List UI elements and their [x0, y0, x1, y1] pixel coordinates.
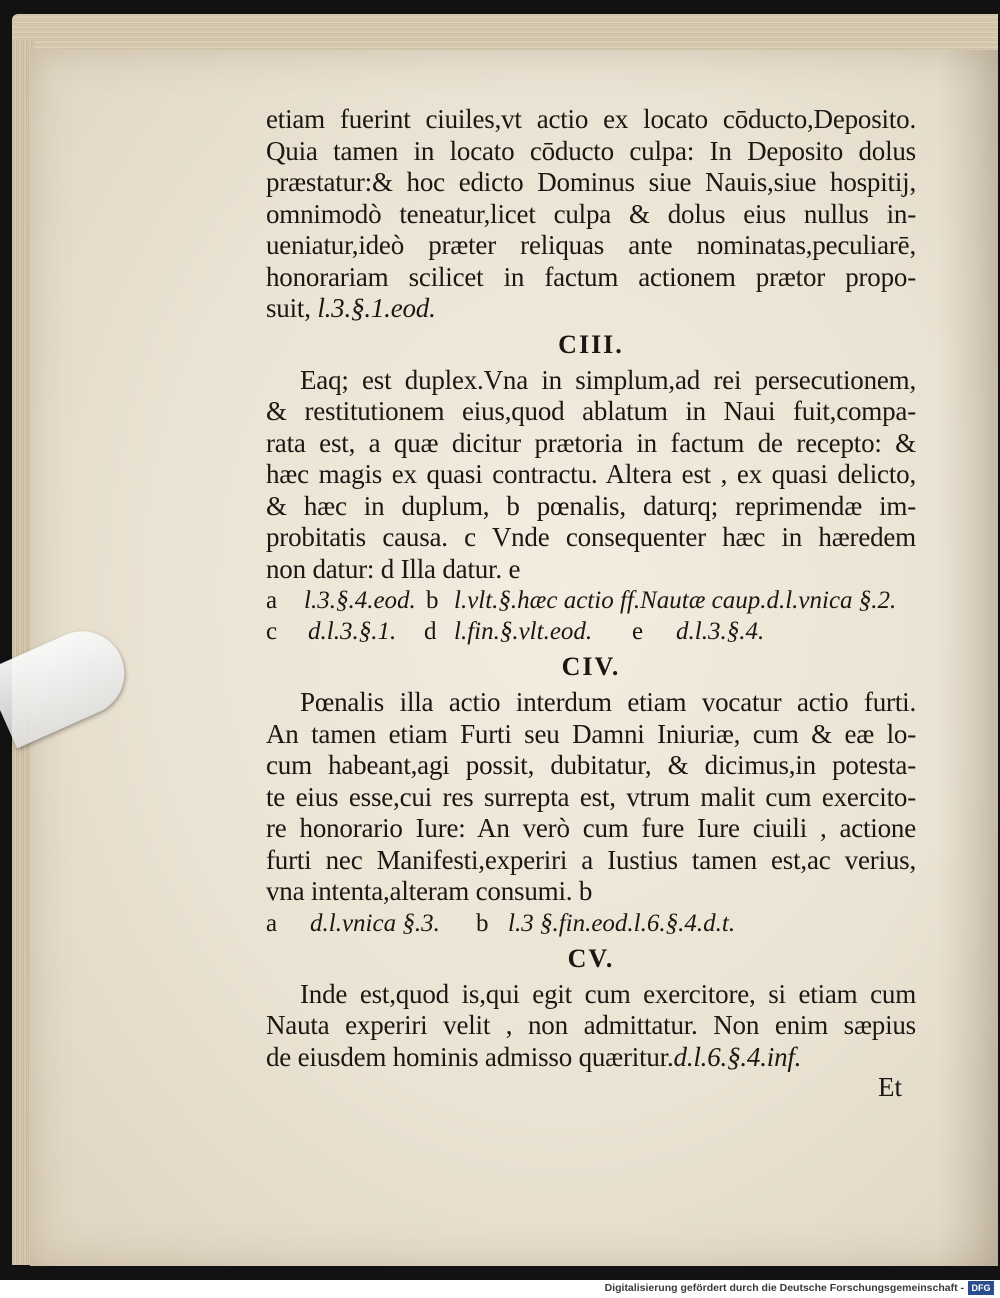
text-line: etiam fuerint ciuiles,vt actio ex locato cōducto,Deposito.: [266, 104, 916, 134]
footnote-mark: a: [266, 909, 278, 937]
footnote-mark: d: [424, 618, 437, 645]
section-heading-ciii: CIII.: [558, 329, 624, 359]
text-line: non datur: d Illa datur. e: [266, 553, 521, 584]
paragraph-cv: [266, 979, 916, 1074]
paragraph-continuation: [266, 104, 916, 325]
footnote-line: [266, 616, 916, 647]
catchword: Et: [878, 1072, 902, 1102]
footnote-citation: d.l.vnica §.3.: [310, 909, 440, 937]
text-line: Inde est,quod is,qui egit cum exercitore, si etiam cum: [300, 978, 916, 1009]
footnote-mark: c: [266, 618, 278, 645]
footnote-line: [266, 908, 916, 939]
text-line: Nauta experiri velit , non admittatur. Non enim sæpius: [266, 1010, 916, 1040]
text-line: probitatis causa. c Vnde consequenter hæc in hæredem: [266, 522, 916, 552]
text-line: [266, 1042, 916, 1074]
section-heading-cv: CV.: [567, 943, 615, 973]
footer-credit: Digitalisierung gefördert durch die Deutsche Forschungsgemeinschaft -: [604, 1282, 964, 1294]
paragraph-civ: [266, 687, 916, 908]
text-line: hæc magis ex quasi contractu. Altera est , ex quasi delicto,: [266, 459, 916, 489]
footnote-mark: e: [632, 618, 644, 645]
text-line: vna intenta,alteram consumi. b: [266, 876, 593, 906]
citation: d.l.6.§.4.inf.: [673, 1041, 802, 1072]
footnotes-civ: [266, 908, 916, 939]
text-line: & hæc in duplum, b pœnalis, daturq; reprimendæ im-: [266, 490, 916, 521]
paragraph-ciii: [266, 365, 916, 586]
text-line: omnimodò teneatur,licet culpa & dolus eius nullus in-: [266, 198, 916, 229]
text-line: An tamen etiam Furti seu Damni Iniuriæ, cum & eæ lo-: [266, 718, 916, 749]
text-line-prefix: suit,: [266, 293, 318, 323]
text-line: cum habeant,agi possit, dubitatur, & dicimus,in potesta-: [266, 750, 916, 780]
footnote-citation: l.vlt.§.hæc actio ff.Nautæ caup.d.l.vnica §.2.: [454, 587, 897, 614]
text-line: Quia tamen in locato cōducto culpa: In Deposito dolus: [266, 135, 916, 166]
gutter-shadow: [938, 50, 998, 1266]
page-text: [266, 104, 916, 1073]
dfg-logo: DFG: [968, 1281, 994, 1295]
footnote-citation: d.l.3.§.1.: [308, 618, 397, 645]
footnote-mark: a: [266, 587, 278, 614]
section-heading-civ: CIV.: [561, 652, 621, 681]
text-line: Eaq; est duplex.Vna in simplum,ad rei persecutionem,: [300, 364, 916, 395]
footnote-mark: b: [426, 587, 439, 614]
footnote-citation: l.fin.§.vlt.eod.: [454, 618, 593, 645]
footnote-line: [266, 585, 916, 616]
text-line: præstatur:& hoc edicto Dominus siue Nauis,siue hospitij,: [266, 167, 916, 197]
text-line: ueniatur,ideò præter reliquas ante nominatas,peculiarē,: [266, 230, 916, 260]
footnotes-ciii: [266, 585, 916, 647]
text-line: furti nec Manifesti,experiri a Iustius tamen est,ac verius,: [266, 844, 916, 875]
text-line: [266, 293, 916, 325]
footnote-citation: l.3 §.fin.eod.l.6.§.4.d.t.: [508, 909, 736, 937]
footnote-citation: l.3.§.4.eod.: [304, 587, 416, 614]
text-line: & restitutionem eius,quod ablatum in Naui fuit,compa-: [266, 396, 916, 426]
text-line: re honorario Iure: An verò cum fure Iure ciuili , actione: [266, 813, 916, 843]
text-line: honorariam scilicet in factum actionem prætor propo-: [266, 261, 916, 292]
text-line: Pœnalis illa actio interdum etiam vocatur actio furti.: [300, 687, 916, 717]
footnote-citation: d.l.3.§.4.: [676, 618, 765, 645]
text-line-prefix: de eiusdem hominis admisso quæritur.: [266, 1041, 674, 1072]
text-line: te eius esse,cui res surrepta est, vtrum malit cum exercito-: [266, 781, 916, 812]
text-line: rata est, a quæ dicitur prætoria in factum de recepto: &: [266, 427, 916, 458]
citation: l.3.§.1.eod.: [317, 293, 436, 323]
footnote-mark: b: [476, 909, 489, 937]
